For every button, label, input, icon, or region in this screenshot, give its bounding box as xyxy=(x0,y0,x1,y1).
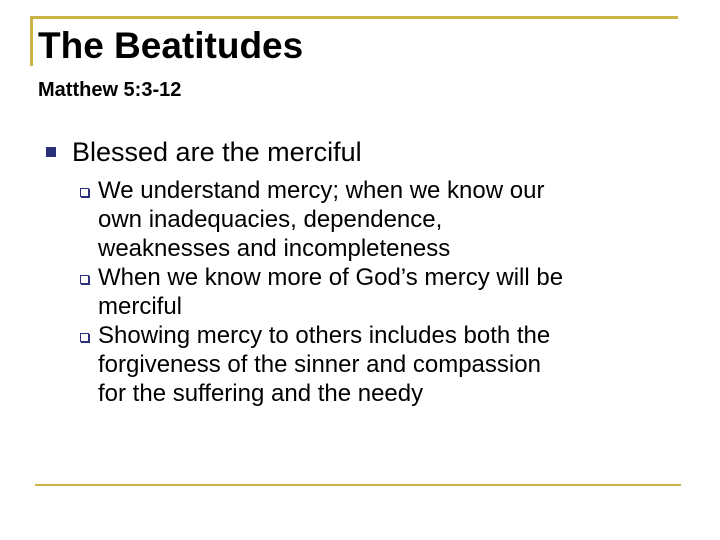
bottom-accent-rule xyxy=(35,484,681,486)
hollow-square-bullet-icon xyxy=(80,275,89,284)
sub-bullet-line: own inadequacies, dependence, xyxy=(98,206,443,233)
hollow-square-bullet-icon xyxy=(80,188,89,197)
filled-square-bullet-icon xyxy=(46,147,56,157)
top-accent-rule xyxy=(30,16,678,19)
sub-bullet-line: Showing mercy to others includes both the xyxy=(98,322,551,349)
sub-bullet-item xyxy=(80,176,680,263)
left-accent-rule xyxy=(30,16,33,66)
sub-bullet-line: We understand mercy; when we know our xyxy=(98,177,545,204)
sub-bullet-list xyxy=(80,176,680,408)
sub-bullet-item xyxy=(80,263,680,321)
slide-title: The Beatitudes xyxy=(38,25,304,66)
sub-bullet-line: forgiveness of the sinner and compassion xyxy=(98,351,541,378)
main-bullet-text: Blessed are the merciful xyxy=(72,137,362,167)
slide-subtitle: Matthew 5:3-12 xyxy=(38,79,182,101)
sub-bullet-item xyxy=(80,321,680,408)
sub-bullet-line: When we know more of God’s mercy will be xyxy=(98,264,564,291)
hollow-square-bullet-icon xyxy=(80,333,89,342)
sub-bullet-line: weaknesses and incompleteness xyxy=(98,235,451,262)
sub-bullet-line: merciful xyxy=(98,293,183,320)
sub-bullet-line: for the suffering and the needy xyxy=(98,380,424,407)
